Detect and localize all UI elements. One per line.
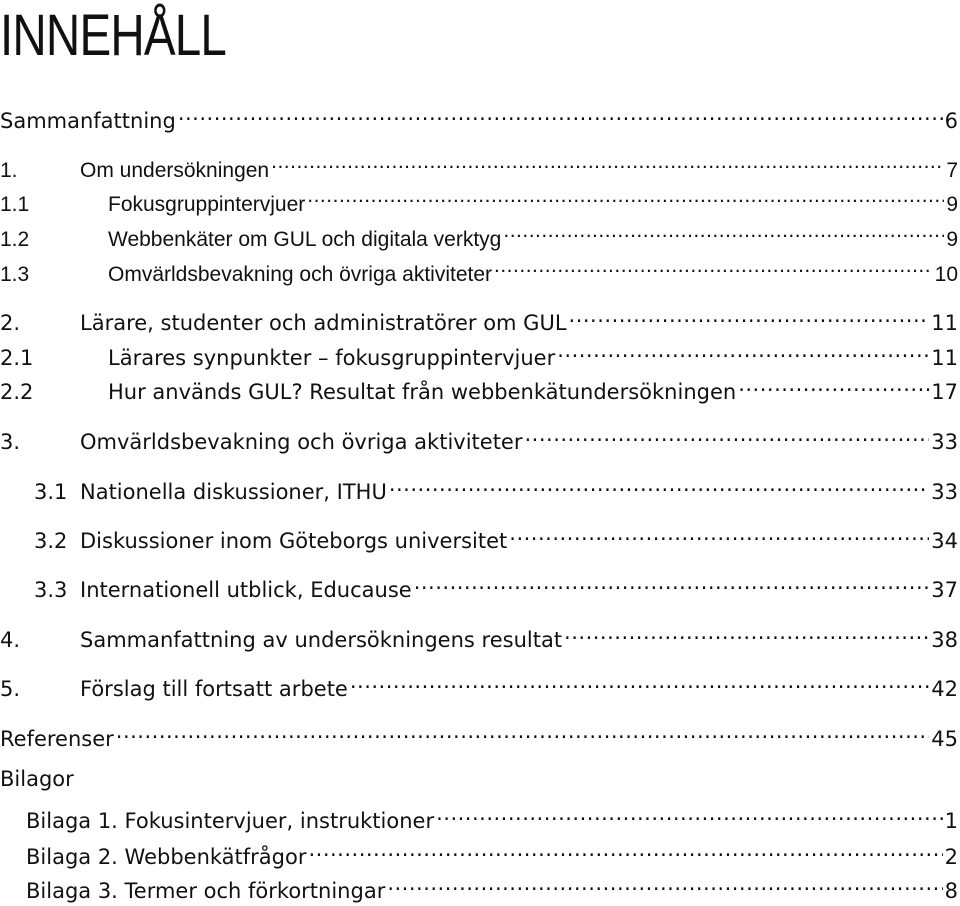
- toc-entry-number: 3.2: [34, 529, 68, 553]
- toc-entry-summary[interactable]: [0, 98, 958, 133]
- toc-leader-dots: [387, 868, 942, 898]
- toc-entry-references[interactable]: [0, 716, 958, 751]
- toc-entry-3-1[interactable]: [34, 469, 958, 504]
- toc-entry-1-2[interactable]: [0, 216, 958, 251]
- toc-leader-dots: [389, 469, 929, 499]
- toc-entry-number: 5.: [0, 677, 21, 701]
- page-title: INNEHÅLL: [0, 3, 227, 68]
- toc-entry-page: 37: [931, 578, 958, 602]
- toc-entry-text: Omvärldsbevakning och övriga aktiviteter: [108, 263, 493, 286]
- toc-entry-text: Diskussioner inom Göteborgs universitet: [80, 529, 508, 553]
- toc-entry-number: 1.2: [0, 228, 30, 251]
- toc-entry-text: Fokusgruppintervjuer: [108, 193, 306, 216]
- toc-entry-text: Referenser: [0, 727, 114, 751]
- toc-entry-page: 10: [934, 263, 958, 286]
- toc-leader-dots: [525, 419, 930, 449]
- toc-entry-text: Sammanfattning: [0, 109, 176, 133]
- toc-leader-dots: [308, 834, 942, 864]
- toc-entry-number: 2.1: [0, 346, 34, 370]
- toc-leader-dots: [738, 369, 929, 399]
- toc-entry-page: 34: [931, 529, 958, 553]
- toc-leader-dots: [116, 716, 929, 746]
- toc-leader-dots: [350, 666, 929, 696]
- toc-entry-1[interactable]: [0, 147, 958, 182]
- toc-entry-page: 9: [946, 193, 958, 216]
- toc-entry-text: Webbenkäter om GUL och digitala verktyg: [108, 228, 502, 251]
- toc-entry-1-1[interactable]: [0, 181, 958, 216]
- toc-entry-1-3[interactable]: [0, 251, 958, 286]
- toc-entry-page: 11: [931, 346, 958, 370]
- toc-entry-2[interactable]: [0, 300, 958, 335]
- toc-leader-dots: [503, 216, 944, 246]
- toc-entry-number: 2.: [0, 311, 21, 335]
- toc-leader-dots: [436, 798, 943, 828]
- toc-entry-page: 42: [931, 677, 958, 701]
- appendix-heading: Bilagor: [0, 767, 74, 791]
- toc-leader-dots: [178, 98, 943, 128]
- toc-entry-page: 38: [931, 628, 958, 652]
- toc-entry-number: 4.: [0, 628, 21, 652]
- toc-entry-number: 3.: [0, 430, 21, 454]
- toc-entry-page: 33: [931, 430, 958, 454]
- toc-entry-page: 33: [931, 480, 958, 504]
- toc-leader-dots: [569, 300, 930, 330]
- toc-leader-dots: [494, 251, 933, 281]
- toc-entry-number: 2.2: [0, 380, 34, 404]
- toc-entry-page: 6: [944, 109, 958, 133]
- toc-entry-page: 45: [931, 727, 958, 751]
- toc-entry-appendix-1[interactable]: [26, 798, 958, 833]
- toc-entry-page: 8: [944, 879, 958, 903]
- toc-entry-5[interactable]: [0, 666, 958, 701]
- toc-leader-dots: [414, 567, 930, 597]
- toc-entry-2-1[interactable]: [0, 335, 958, 370]
- toc-leader-dots: [271, 147, 944, 177]
- toc-entry-text: Hur används GUL? Resultat från webbenkätundersökningen: [108, 380, 737, 404]
- toc-leader-dots: [564, 617, 929, 647]
- toc-leader-dots: [307, 181, 944, 211]
- toc-entry-text: Omvärldsbevakning och övriga aktiviteter: [80, 430, 523, 454]
- toc-entry-number: 1.1: [0, 193, 30, 216]
- toc-entry-text: Internationell utblick, Educause: [80, 578, 412, 602]
- toc-entry-number: 3.1: [34, 480, 68, 504]
- toc-entry-text: Lärare, studenter och administratörer om GUL: [80, 311, 567, 335]
- toc-entry-3-2[interactable]: [34, 518, 958, 553]
- toc-entry-appendix-3[interactable]: [26, 868, 958, 903]
- toc-entry-2-2[interactable]: [0, 369, 958, 404]
- toc-entry-page: 17: [931, 380, 958, 404]
- toc-entry-text: Sammanfattning av undersökningens resultat: [80, 628, 563, 652]
- toc-entry-text: Förslag till fortsatt arbete: [80, 677, 348, 701]
- toc-entry-3-3[interactable]: [34, 567, 958, 602]
- toc-entry-page: 1: [944, 809, 958, 833]
- toc-entry-page: 2: [944, 845, 958, 869]
- toc-entry-appendix-2[interactable]: [26, 834, 958, 869]
- toc-entry-page: 7: [946, 159, 958, 182]
- toc-entry-4[interactable]: [0, 617, 958, 652]
- toc-entry-3[interactable]: [0, 419, 958, 454]
- toc-leader-dots: [509, 518, 929, 548]
- toc-entry-text: Bilaga 1. Fokusintervjuer, instruktioner: [26, 809, 435, 833]
- toc-entry-text: Nationella diskussioner, ITHU: [80, 480, 387, 504]
- toc-entry-page: 9: [946, 228, 958, 251]
- toc-entry-text: Bilaga 2. Webbenkätfrågor: [26, 845, 307, 869]
- toc-leader-dots: [557, 335, 929, 365]
- toc-entry-number: 3.3: [34, 578, 68, 602]
- toc-entry-text: Om undersökningen: [80, 159, 270, 182]
- toc-entry-text: Bilaga 3. Termer och förkortningar: [26, 879, 386, 903]
- toc-entry-page: 11: [931, 311, 958, 335]
- toc-entry-number: 1.: [0, 159, 18, 182]
- toc-entry-text: Lärares synpunkter – fokusgruppintervjuer: [108, 346, 556, 370]
- toc-entry-number: 1.3: [0, 263, 30, 286]
